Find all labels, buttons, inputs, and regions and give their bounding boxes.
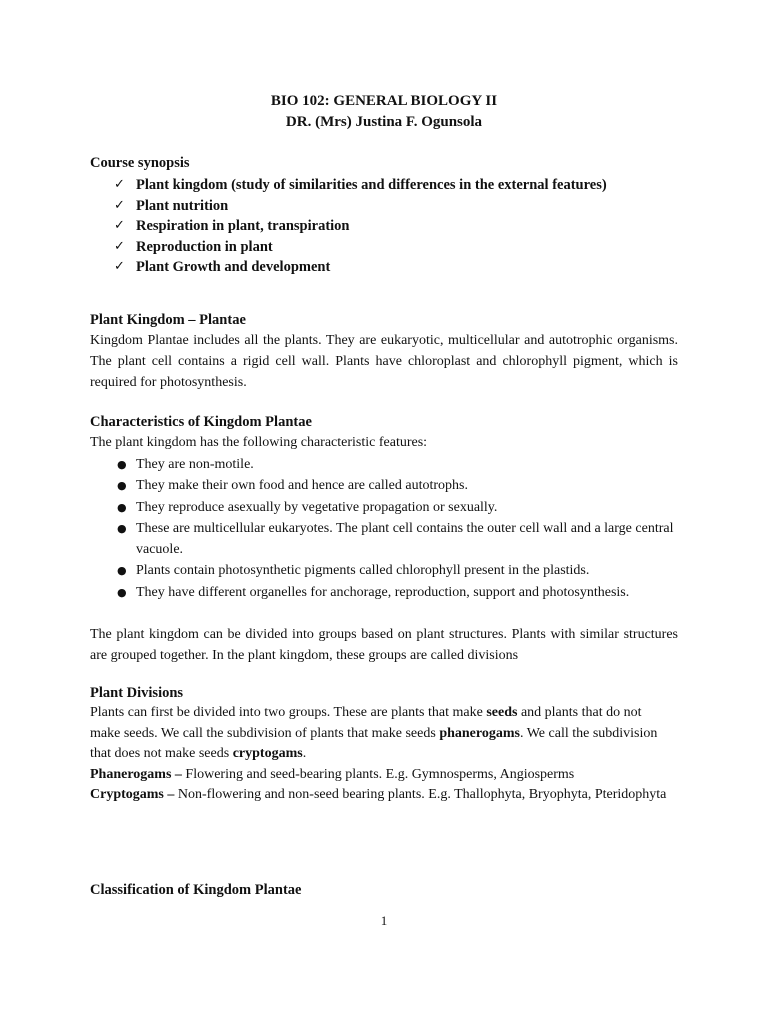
- bullet-icon: ●: [117, 521, 127, 535]
- bullet-icon: ●: [117, 479, 127, 493]
- list-item: ● They have different organelles for anchorage, reproduction, support and photosynthesis.: [114, 582, 674, 603]
- lecturer-name: DR. (Mrs) Justina F. Ogunsola: [285, 114, 483, 130]
- bullet-icon: ●: [117, 585, 127, 599]
- term-cryptogams: cryptogams: [232, 746, 303, 761]
- plantae-paragraph: Kingdom Plantae includes all the plants. They are eukaryotic, multicellular and autotrophic organisms. The plant cell contains a rigid cell wall. Plants have chloroplast and chlorophyll pigment, which is required for photosynthesis.: [90, 333, 678, 390]
- characteristics-intro: The plant kingdom has the following characteristic features:: [90, 435, 428, 450]
- page-number: 1: [380, 913, 388, 928]
- synopsis-list: [114, 175, 714, 278]
- divisions-paragraph: Plants can first be divided into two groups. These are plants that make seeds and plants that do not make seeds. We call the subdivision of plants that make seeds phanerogams. We call the subdivision that does not make seeds cryptogams. Phanerogams – Flowering and seed-bearing plants. E.g. Gymnosperms, Angiosperms Cryptogams – Non-flowering and non-seed bearing plants. E.g. Thallophyta, Bryophyta, Pteridophyta: [90, 705, 667, 802]
- divisions-intro-paragraph: The plant kingdom can be divided into groups based on plant structures. Plants with similar structures are grouped together. In the plant kingdom, these groups are called divisions: [90, 627, 678, 663]
- list-item: ● These are multicellular eukaryotes. The plant cell contains the outer cell wall and a large central vacuole.: [114, 518, 674, 561]
- term-seeds: seeds: [486, 705, 518, 720]
- bullet-icon: ●: [117, 458, 127, 471]
- list-item: ● Plants contain photosynthetic pigments called chlorophyll present in the plastids.: [114, 560, 674, 581]
- checkmark-icon: ✓: [114, 218, 125, 233]
- phanerogams-definition: Flowering and seed-bearing plants. E.g. Gymnosperms, Angiosperms: [181, 766, 575, 782]
- classification-heading: Classification of Kingdom Plantae: [90, 882, 302, 898]
- divisions-heading: Plant Divisions: [90, 685, 184, 701]
- checkmark-icon: ✓: [114, 238, 125, 254]
- plantae-heading: Plant Kingdom – Plantae: [90, 312, 246, 328]
- characteristics-heading: Characteristics of Kingdom Plantae: [90, 414, 312, 430]
- characteristics-list: [114, 454, 674, 603]
- checkmark-icon: ✓: [114, 259, 125, 274]
- list-item: ● They reproduce asexually by vegetative propagation or sexually.: [114, 497, 674, 518]
- bullet-icon: ●: [117, 564, 127, 578]
- synopsis-heading: Course synopsis: [90, 155, 190, 171]
- synopsis-item: ✓ Reproduction in plant: [114, 237, 714, 258]
- list-item: ● They are non-motile.: [114, 454, 674, 475]
- checkmark-icon: ✓: [114, 197, 125, 213]
- term-phanerogams: phanerogams: [439, 725, 520, 741]
- list-item: ● They make their own food and hence are called autotrophs.: [114, 475, 674, 496]
- synopsis-item: ✓ Respiration in plant, transpiration: [114, 216, 714, 237]
- cryptogams-definition: Non-flowering and non-seed bearing plants. E.g. Thallophyta, Bryophyta, Pteridophyta: [174, 787, 667, 802]
- cryptogams-label: Cryptogams –: [90, 787, 175, 802]
- course-title: BIO 102: GENERAL BIOLOGY II: [270, 93, 498, 109]
- bullet-icon: ●: [117, 500, 127, 514]
- phanerogams-label: Phanerogams –: [90, 766, 182, 782]
- synopsis-item: ✓ Plant nutrition: [114, 196, 714, 217]
- synopsis-item: ✓ Plant Growth and development: [114, 257, 714, 278]
- synopsis-item: ✓ Plant kingdom (study of similarities and differences in the external features): [114, 175, 714, 196]
- checkmark-icon: ✓: [114, 177, 125, 192]
